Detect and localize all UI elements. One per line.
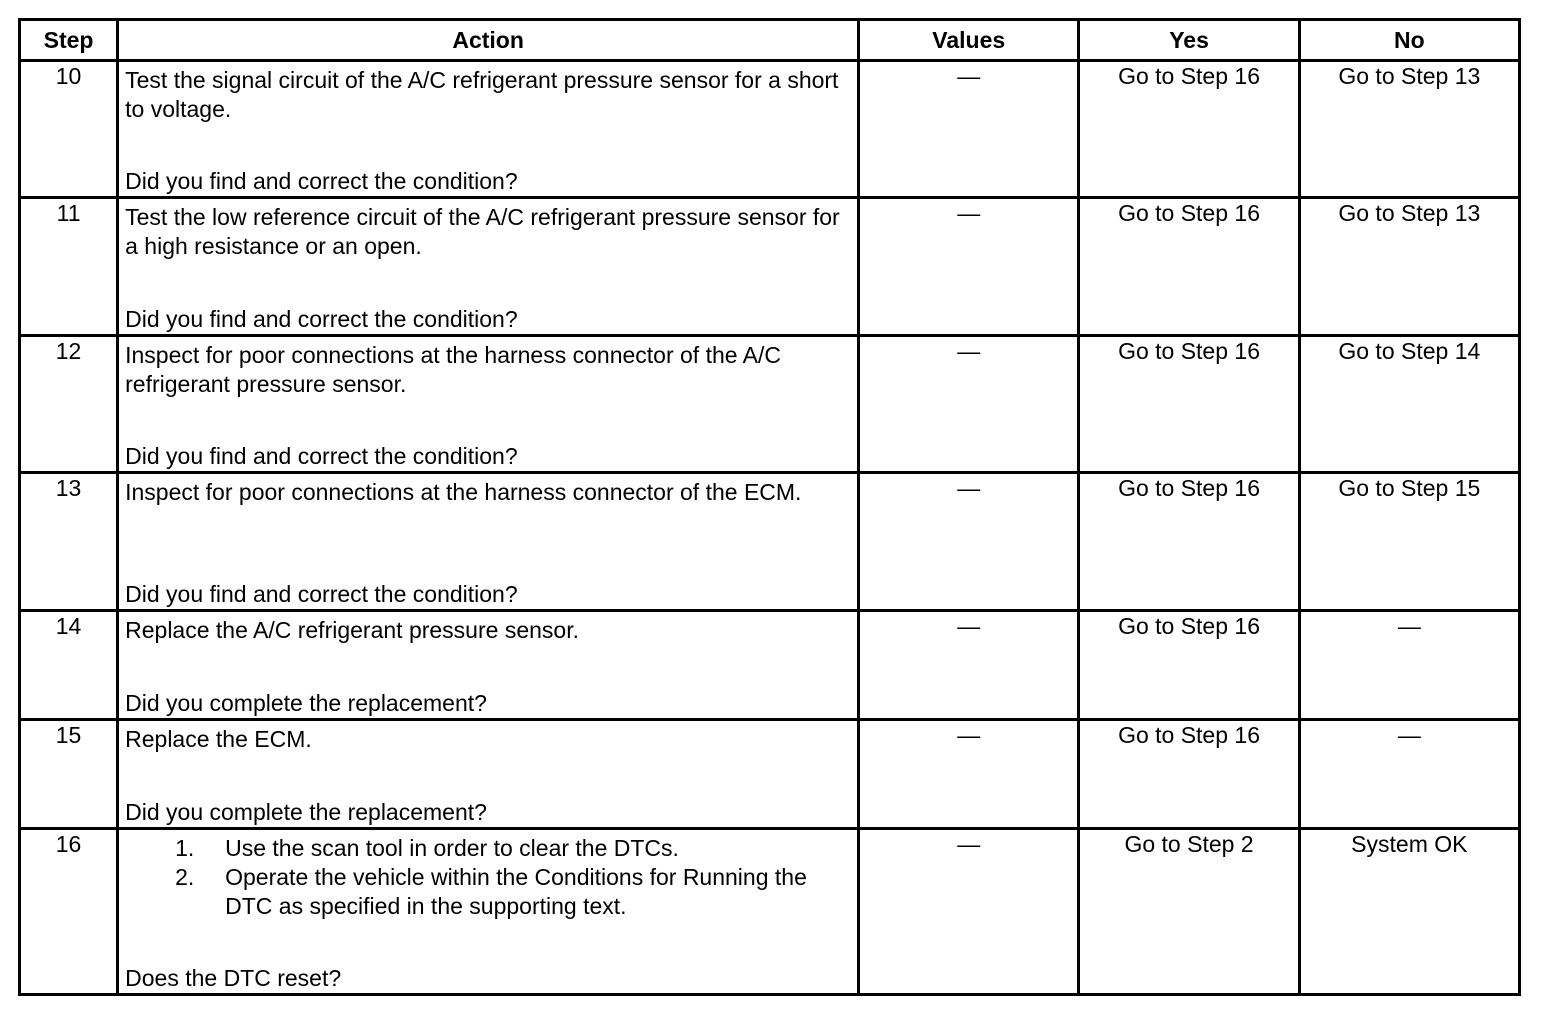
table-row bbox=[20, 61, 1520, 198]
values-cell: — bbox=[859, 198, 1079, 336]
yes-cell: Go to Step 16 bbox=[1079, 720, 1299, 829]
table-row bbox=[20, 720, 1520, 829]
values-cell: — bbox=[859, 61, 1079, 198]
action-text: Inspect for poor connections at the harness connector of the A/C refrigerant pressure sensor. bbox=[125, 342, 782, 397]
yes-cell: Go to Step 16 bbox=[1079, 611, 1299, 720]
step-number: 12 bbox=[20, 336, 118, 473]
header-action: Action bbox=[118, 20, 859, 61]
yes-cell: Go to Step 16 bbox=[1079, 61, 1299, 198]
no-cell: System OK bbox=[1299, 829, 1519, 995]
no-cell: Go to Step 14 bbox=[1299, 336, 1519, 473]
no-cell: Go to Step 13 bbox=[1299, 198, 1519, 336]
step-number: 13 bbox=[20, 473, 118, 611]
step-number: 11 bbox=[20, 198, 118, 336]
header-yes: Yes bbox=[1079, 20, 1299, 61]
action-question: Did you find and correct the condition? bbox=[125, 306, 518, 332]
step-number: 10 bbox=[20, 61, 118, 198]
yes-cell: Go to Step 16 bbox=[1079, 473, 1299, 611]
action-cell bbox=[118, 611, 859, 720]
action-cell bbox=[118, 336, 859, 473]
action-question: Did you complete the replacement? bbox=[125, 690, 487, 716]
step-number: 16 bbox=[20, 829, 118, 995]
yes-cell: Go to Step 16 bbox=[1079, 336, 1299, 473]
list-item bbox=[119, 834, 857, 863]
step-number: 15 bbox=[20, 720, 118, 829]
values-cell: — bbox=[859, 720, 1079, 829]
action-text: Replace the ECM. bbox=[125, 726, 312, 752]
table-row bbox=[20, 611, 1520, 720]
table-row bbox=[20, 198, 1520, 336]
action-cell bbox=[118, 720, 859, 829]
yes-cell: Go to Step 16 bbox=[1079, 198, 1299, 336]
action-cell bbox=[118, 61, 859, 198]
action-text: Replace the A/C refrigerant pressure sensor. bbox=[125, 617, 579, 643]
action-text: Test the signal circuit of the A/C refrigerant pressure sensor for a short to voltage. bbox=[125, 67, 839, 122]
no-cell: Go to Step 13 bbox=[1299, 61, 1519, 198]
table-row bbox=[20, 336, 1520, 473]
action-question: Did you complete the replacement? bbox=[125, 799, 487, 825]
list-text: Use the scan tool in order to clear the DTCs. bbox=[225, 835, 679, 861]
action-steps-list bbox=[119, 830, 857, 921]
table-row bbox=[20, 473, 1520, 611]
action-text: Test the low reference circuit of the A/C refrigerant pressure sensor for a high resistance or an open. bbox=[125, 204, 840, 259]
values-cell: — bbox=[859, 473, 1079, 611]
list-item bbox=[119, 863, 857, 921]
no-cell: — bbox=[1299, 611, 1519, 720]
yes-cell: Go to Step 2 bbox=[1079, 829, 1299, 995]
diagnostic-table bbox=[18, 18, 1521, 996]
action-cell bbox=[118, 473, 859, 611]
step-number: 14 bbox=[20, 611, 118, 720]
no-cell: — bbox=[1299, 720, 1519, 829]
list-number: 2. bbox=[175, 864, 195, 890]
values-cell: — bbox=[859, 336, 1079, 473]
action-text: Inspect for poor connections at the harness connector of the ECM. bbox=[125, 479, 802, 505]
values-cell: — bbox=[859, 611, 1079, 720]
header-no: No bbox=[1299, 20, 1519, 61]
action-cell bbox=[118, 198, 859, 336]
action-question: Did you find and correct the condition? bbox=[125, 168, 518, 194]
action-question: Does the DTC reset? bbox=[125, 965, 342, 991]
header-row bbox=[20, 20, 1520, 61]
values-cell: — bbox=[859, 829, 1079, 995]
action-cell bbox=[118, 829, 859, 995]
header-values: Values bbox=[859, 20, 1079, 61]
no-cell: Go to Step 15 bbox=[1299, 473, 1519, 611]
table-row bbox=[20, 829, 1520, 995]
action-question: Did you find and correct the condition? bbox=[125, 443, 518, 469]
header-step: Step bbox=[20, 20, 118, 61]
list-text: Operate the vehicle within the Conditions for Running the DTC as specified in the supporting text. bbox=[225, 864, 807, 919]
action-question: Did you find and correct the condition? bbox=[125, 581, 518, 607]
list-number: 1. bbox=[175, 835, 195, 861]
